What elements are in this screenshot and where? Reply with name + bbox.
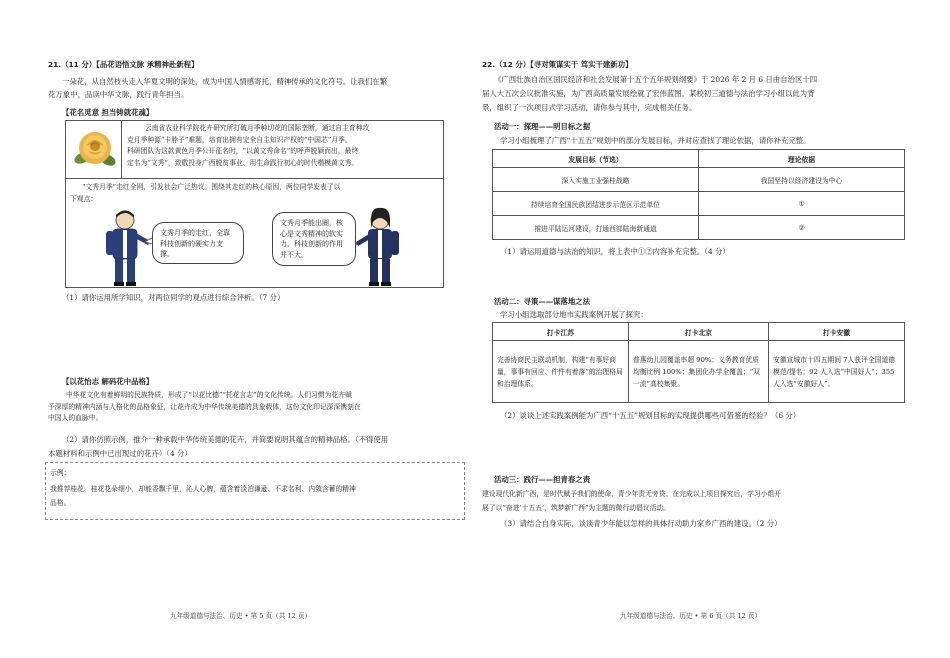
q21-intro-line1: 一朵花，从自然枝头走入华夏文明的深处，成为中国人情感寄托、精神传承的文化符号。让我们在繁 bbox=[62, 77, 388, 86]
theory-table-row bbox=[493, 216, 905, 240]
theory-table-row bbox=[493, 192, 905, 216]
question-2-line1: （2）请你仿照示例，推介一种承载中华传统美德的花卉，并简要说明其蕴含的精神品格。（不得使用 bbox=[62, 435, 389, 444]
boy-student-figure bbox=[106, 211, 150, 287]
example-label: 示例： bbox=[50, 469, 71, 477]
case-study-table bbox=[492, 322, 905, 403]
theory-table-header-cell: 理论依据 bbox=[699, 150, 905, 168]
case-table-header-cell: 打卡北京 bbox=[628, 323, 768, 341]
q22-intro-line3: 景，组织了一次项目式学习活动，请你参与其中，完成相关任务。 bbox=[482, 103, 697, 112]
activity1-title: 活动一：探理——明目标之据 bbox=[494, 122, 591, 131]
theory-table-cell-blank-2: ② bbox=[699, 216, 905, 240]
left-page-footer: 九年级道德与法治、历史 • 第 5 页（共 12 页） bbox=[170, 612, 312, 620]
right-page-footer: 九年级道德与法治、历史 • 第 6 页（共 12 页） bbox=[620, 612, 762, 620]
theory-table-header bbox=[493, 150, 905, 168]
theory-table-cell: 深入实施工业强桂战略 bbox=[493, 168, 699, 192]
discussion-illustration bbox=[68, 206, 440, 286]
theory-table-row bbox=[493, 168, 905, 192]
case-table-header-cell: 打卡安徽 bbox=[769, 323, 905, 341]
case-beijing-cell: 普惠幼儿园覆盖率超 90%；义务教育优质均衡比例 100%；集团化办学全覆盖；“双一流”高校集聚。 bbox=[628, 341, 768, 403]
q22-title: 22.（12 分）【寻对策谋实干 笃实干建新功】 bbox=[482, 60, 633, 69]
activity3-paragraph-line1: 建设现代化新广西，是时代赋予我们的使命，青少年责无旁贷。在完成以上项目探究后，学习小组开 bbox=[482, 490, 782, 498]
q22-intro-line1: 《广西壮族自治区国民经济和社会发展第十五个五年规划纲要》于 2026 年 2 月 6 日由自治区十四 bbox=[494, 75, 818, 84]
girl-student-figure bbox=[356, 208, 399, 286]
case-table-header bbox=[493, 323, 905, 341]
activity1-description: 学习小组梳理了广西“十五五”规划中的部分发展目标，并对应查找了理论依据，请你补充完整。 bbox=[500, 136, 811, 145]
case-table-header-cell: 打卡江苏 bbox=[493, 323, 629, 341]
section2-paragraph: 中华花文化有着鲜明的民族特质，形成了“以花比德”“托花言志”的文化传统。人们习惯为花卉赋 予深厚的精神内涵与人格化的品格象征，让花卉成为中华传统美德的具象载体，这份文化印记深深镌刻在 中国人的血脉中。 bbox=[48, 391, 361, 422]
boy-speech-bubble: 文秀月季的走红，全靠科技创新的硬实力支撑。 bbox=[152, 222, 244, 264]
activity2-title: 活动二：寻策——谋落地之法 bbox=[494, 297, 591, 306]
theory-table-cell: 我国坚持以经济建设为中心 bbox=[699, 168, 905, 192]
case-anhui-cell: 安徽宣城市十四五期间 7人获评全国道德模范/提名；92 人入选“中国好人”；355 人入选“安徽好人”。 bbox=[769, 341, 905, 403]
section1-title: 【花名觅意 担当铸就花魂】 bbox=[62, 108, 154, 117]
theory-table-cell: 持续培育全国民族团结进步示范区示范单位 bbox=[493, 192, 699, 216]
question-2-line2: 本题材料和示例中已出现过的花卉）（4 分） bbox=[48, 449, 192, 458]
section1-paragraph2: “文秀月季”走红全网，引发社会广泛热议。围绕其走红的核心原因，两位同学发表了以 下观点： bbox=[70, 183, 341, 203]
activity1-question: （1）请运用道德与法治的知识，将上表中①②内容补充完整。（4 分） bbox=[500, 247, 730, 256]
example-line2: 品格。 bbox=[50, 499, 71, 507]
q21-title: 21.（11 分）【品花语悟文脉 承精神赴新程】 bbox=[48, 60, 199, 69]
q22-intro-line2: 届人大五次会议批准实施，为广西高质量发展绘就了宏伟蓝图。某校初三道德与法治学习小组以此为背 bbox=[482, 89, 815, 98]
example-line1: 我推荐桂花。桂花花朵细小，却能香飘千里，沁人心脾，蕴含着淡泊谦逊、不求名利、内敛含蓄的精神 bbox=[50, 485, 356, 493]
yellow-rose-image bbox=[74, 124, 116, 174]
theory-table bbox=[492, 149, 905, 240]
activity3-question: （3）请结合自身实际，谈谈青少年能以怎样的具体行动助力家乡广西的建设。（2 分） bbox=[500, 519, 782, 528]
section1-paragraph: 云南省农业科学院花卉研究所打破月季种切花的国际垄断，通过自主育种攻 克月季种源“卡脖子”难题，培育出拥有完全自主知识产权的“中国芯”月季。 科研团队为这款黄色月季公开征名时，“以黄文秀命名”的呼声脱颖而出，最终 定名为“文秀”，致敬投身广西脱贫事业、用生命践行初心的时代楷模黄文秀。 bbox=[127, 124, 370, 167]
girl-speech-bubble: 文秀月季能出圈，核心是文秀精神的软实力，科技创新的作用并不大。 bbox=[272, 212, 356, 266]
activity3-paragraph-line2: 展了以“奋进‘十五五’，筑梦新广西”为主题的微行动倡议活动。 bbox=[482, 504, 670, 512]
theory-table-cell: 推进平陆运河建设，打通西部陆海新通道 bbox=[493, 216, 699, 240]
activity2-question: （2）谈谈上述实践案例能为广西“十五五”规划目标的实现提供哪些可借鉴的经验？（6 分） bbox=[500, 411, 801, 420]
question-1: （1）请你运用所学知识，对两位同学的观点进行综合评析。（7 分） bbox=[62, 293, 285, 302]
theory-table-header-cell: 发展目标（节选） bbox=[493, 150, 699, 168]
q21-intro-line2: 花万象中，品读中华文脉，践行青年担当。 bbox=[48, 90, 189, 99]
activity3-title: 活动三：践行——担青春之责 bbox=[494, 475, 591, 484]
activity2-description: 学习小组选取部分地市实践案例开展了探究： bbox=[500, 310, 648, 319]
case-table-row bbox=[493, 341, 905, 403]
theory-table-cell-blank-1: ① bbox=[699, 192, 905, 216]
case-jiangsu-cell: 完善协商民主联动机制，构建“有事好商量，事事有回应、件件有着落”的治理格局和治理体系。 bbox=[493, 341, 629, 403]
section2-title: 【以花怡志 解码花中品格】 bbox=[62, 377, 154, 386]
